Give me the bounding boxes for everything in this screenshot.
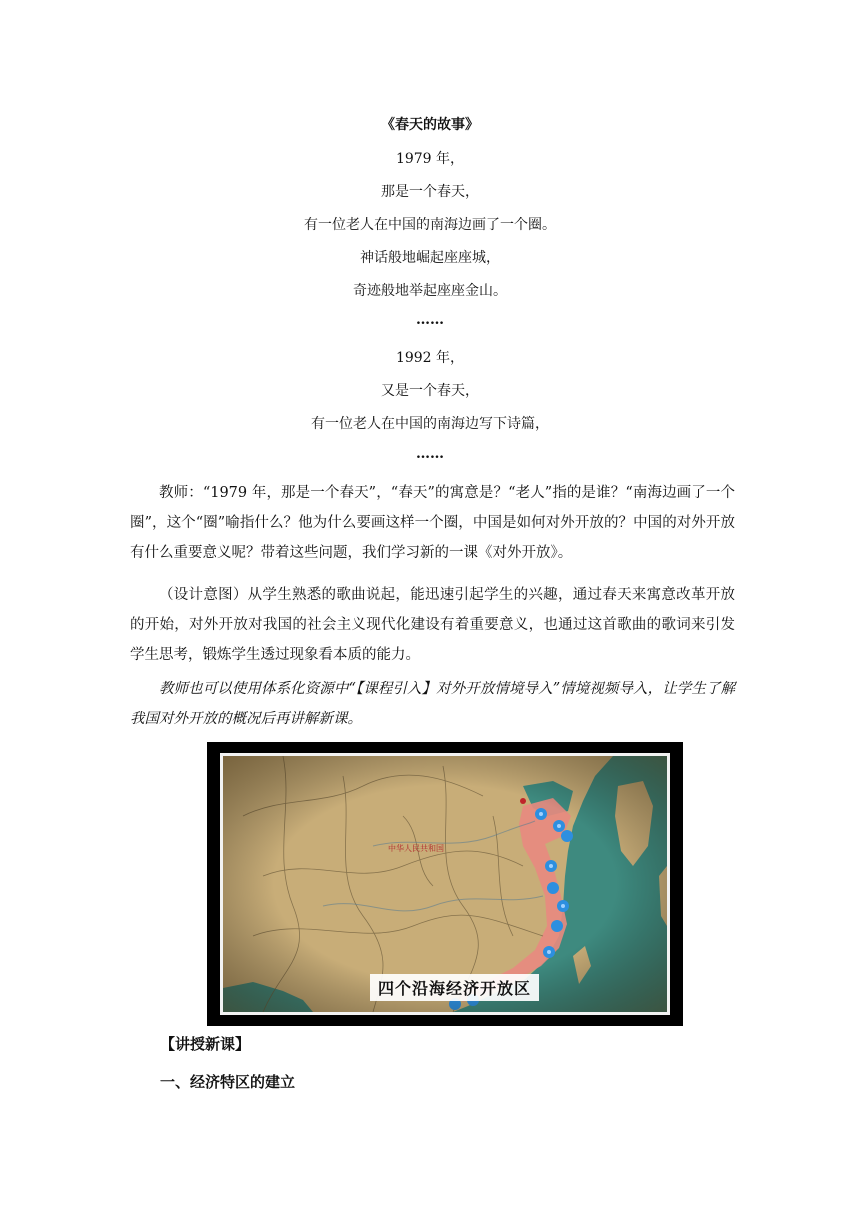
poem-line: 那是一个春天， [381,184,479,200]
video-caption: 四个沿海经济开放区 [370,974,539,1001]
poem-ellipsis: …… [416,312,444,328]
design-intent-paragraph: （设计意图）从学生熟悉的歌曲说起，能迅速引起学生的兴趣，通过春天来寓意改革开放的开始，对外开放对我国的社会主义现代化建设有着重要意义，也通过这首歌曲的歌词来引发学生思考，锻炼学生透过现象看本质的能力。 [130,587,735,663]
teacher-paragraph: 教师：“1979 年，那是一个春天”，“春天”的寓意是？“老人”指的是谁？“南海边画了一个圈”，这个“圈”喻指什么？他为什么要画这样一个圈，中国是如何对外开放的？中国的对外开放有什么重要意义呢？带着这些问题，我们学习新的一课《对外开放》。 [130,485,735,561]
section-heading: 一、经济特区的建立 [160,1073,296,1091]
poem-line: 有一位老人在中国的南海边画了一个圈。 [304,217,556,233]
poem-line: 奇迹般地举起座座金山。 [353,283,507,299]
poem-line: 1992 年， [395,350,465,366]
poem-title: 《春天的故事》 [381,117,479,133]
poem-line: 有一位老人在中国的南海边写下诗篇， [311,416,549,432]
poem-line: 1979 年， [395,151,465,167]
poem-ellipsis: …… [416,446,444,462]
poem-line: 神话般地崛起座座城， [360,250,500,266]
lesson-heading: 【讲授新课】 [160,1035,251,1053]
coastal-zones-map [220,753,670,1015]
poem-line: 又是一个春天， [381,383,479,399]
map-video-frame [207,742,683,1026]
resource-note-paragraph: 教师也可以使用体系化资源中“【课程引入】对外开放情境导入”情境视频导入，让学生了解我国对外开放的概况后再讲解新课。 [130,681,735,727]
